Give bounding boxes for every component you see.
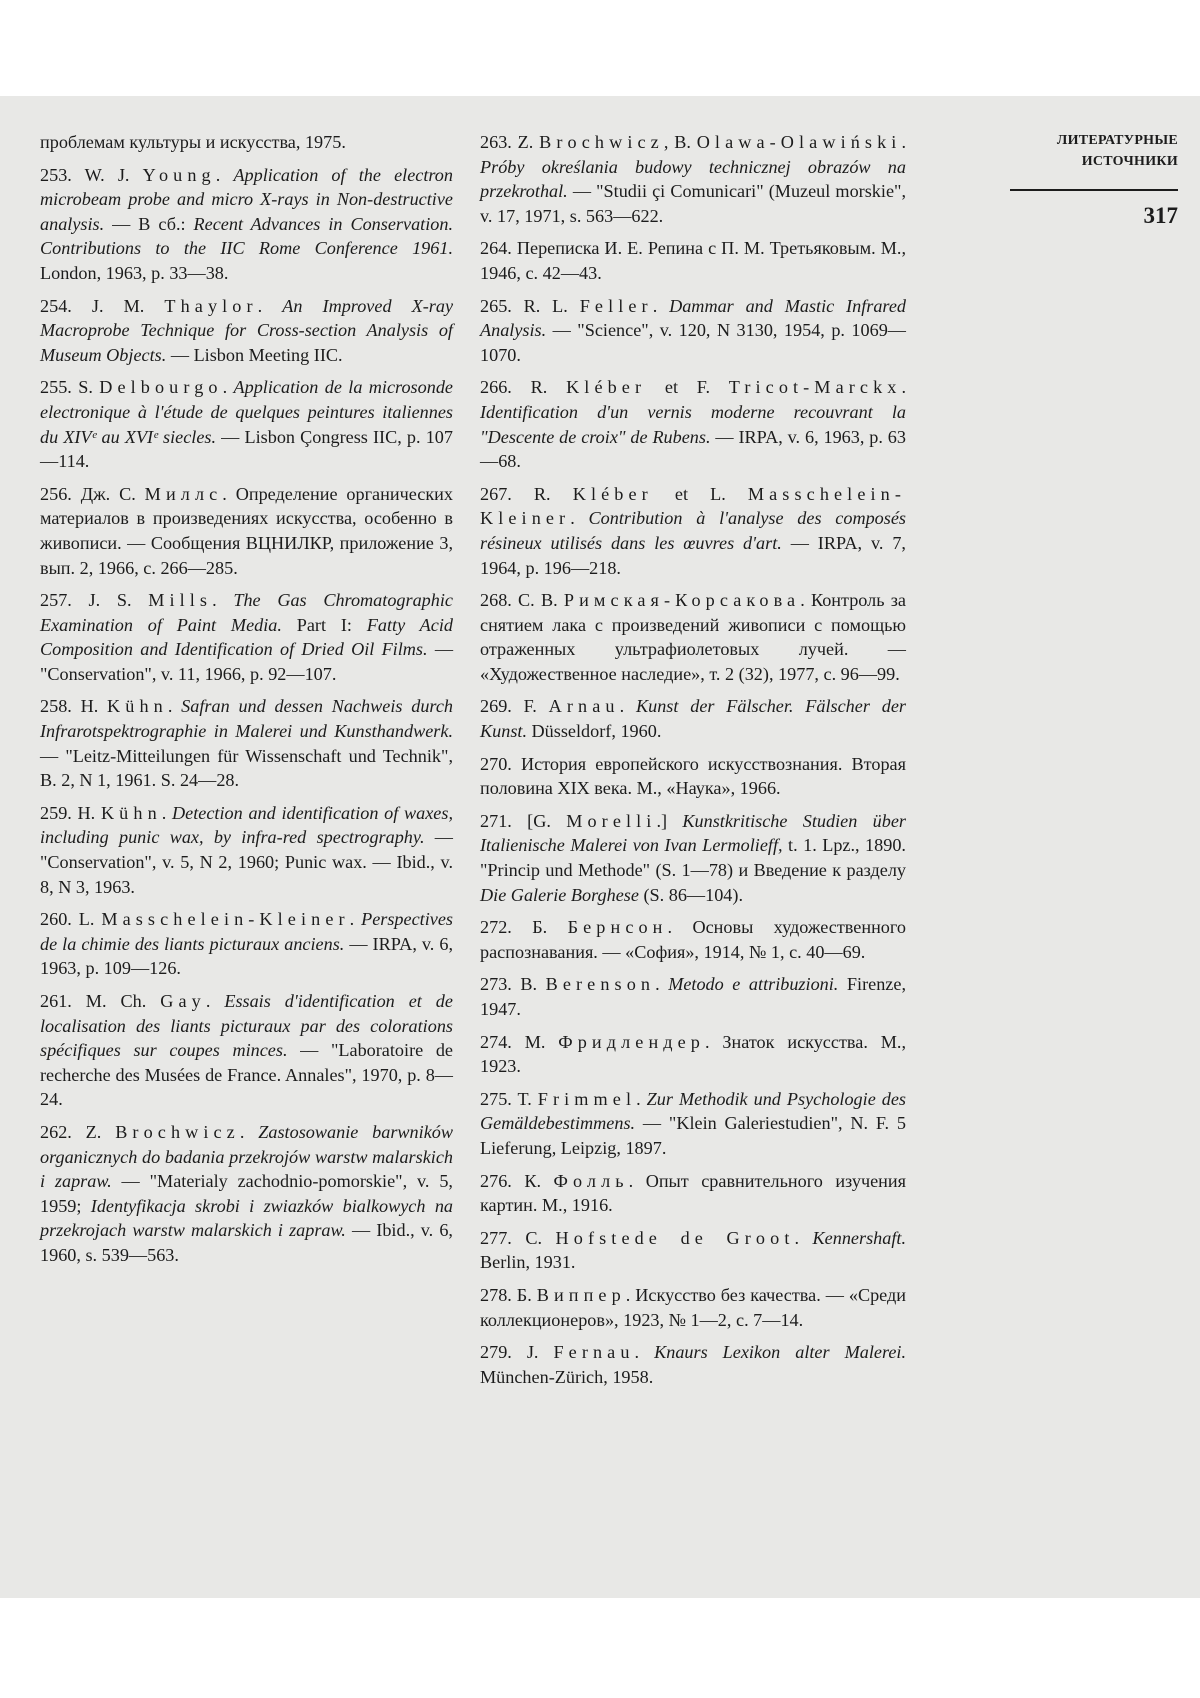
entry-author: Brochwicz xyxy=(115,1121,240,1142)
entry-author: Frimmel xyxy=(537,1088,637,1109)
entry-text: — "Science", v. 120, N 3130, 1954, p. 1069—1070. xyxy=(480,320,906,365)
entry-author: Masschelein-Kleiner xyxy=(101,909,350,930)
section-title xyxy=(1010,130,1178,172)
left-column xyxy=(40,130,453,1276)
entry-text: 263. Z. xyxy=(480,132,540,152)
entry-author: Виппер xyxy=(536,1284,626,1305)
entry-text: 265. R. L. xyxy=(480,295,580,316)
entry-text: 253. W. J. xyxy=(40,164,143,185)
entry-text: 269. F. xyxy=(480,696,549,717)
entry-author: Young xyxy=(142,164,216,185)
entry-text: — "Studii çi Comunicari" (Muzeul morskie", v. 17, 1971, s. 563—622. xyxy=(480,181,906,226)
entry-text: 270. История европейского искусствознания. Вторая половина XIX века. М., «Наука», 1966. xyxy=(480,753,906,799)
entry-text: Part I: xyxy=(281,614,367,635)
bibliography-entry xyxy=(40,907,453,981)
entry-text: . xyxy=(205,991,225,1011)
entry-author: Morelli xyxy=(566,810,657,831)
entry-text: 273. B. xyxy=(480,974,546,995)
entry-text: проблемам культуры и искусства, 1975. xyxy=(40,132,346,152)
entry-text: — "Conservation", v. 5, N 2, 1960; Punic wax. — Ibid., v. 8, N 3, 1963. xyxy=(40,827,453,897)
entry-text: . xyxy=(257,295,283,316)
entry-author: Kühn xyxy=(100,802,162,823)
entry-text: — Ibid., v. 6, 1960, s. 539—563. xyxy=(40,1220,453,1265)
entry-author: Hofstede de Groot xyxy=(555,1227,795,1248)
entry-text: . Искусство без качества. — «Среди коллекционеров», 1923, № 1—2, с. 7—14. xyxy=(480,1284,906,1330)
bibliography-entry xyxy=(480,972,906,1021)
entry-text: — "Materialy zachodnio-pomorskie", v. 5, 1959; xyxy=(40,1171,453,1216)
entry-text: Firenze, 1947. xyxy=(480,974,906,1019)
entry-text: 259. H. xyxy=(40,802,101,823)
entry-title: Kunst der Fälscher. Fälscher der Kunst. xyxy=(480,696,906,742)
entry-text: — IRPA, v. 6, 1963, p. 109—126. xyxy=(40,933,453,979)
entry-author: Миллс xyxy=(144,483,223,504)
header-rule xyxy=(1010,189,1178,191)
entry-author: Berenson xyxy=(545,974,656,995)
entry-text: London, 1963, p. 33—38. xyxy=(40,262,229,283)
entry-text: — IRPA, v. 7, 1964, p. 196—218. xyxy=(480,532,906,578)
bibliography-entry xyxy=(40,588,453,686)
page-header xyxy=(1010,130,1178,229)
section-title-line: ИСТОЧНИКИ xyxy=(1081,154,1178,169)
entry-text: , B. xyxy=(663,132,697,152)
entry-title: Identification d'un vernis moderne recouvrant la "Descente de croix" de Rubens. xyxy=(480,401,906,447)
entry-text: 267. R. xyxy=(480,483,573,504)
entry-author: Feller xyxy=(579,295,653,316)
entry-title: Perspectives de la chimie des liants picturaux anciens. xyxy=(40,909,453,954)
bibliography-entry xyxy=(480,294,906,368)
entry-author: Arnau xyxy=(548,696,620,717)
entry-text: 262. Z. xyxy=(40,1121,116,1142)
bibliography-entry xyxy=(40,130,453,155)
entry-author: Gay xyxy=(160,991,206,1011)
entry-title: Application of the electron microbeam probe and micro X-rays in Non-destructive analysis. xyxy=(40,164,453,234)
entry-text: — В сб.: xyxy=(104,213,194,234)
bibliography-entry xyxy=(40,482,453,580)
entry-text: — IRPA, v. 6, 1963, p. 63—68. xyxy=(480,426,906,472)
entry-text: et F. xyxy=(646,377,729,398)
entry-title: Safran und dessen Nachweis durch Infrarotspektrographie in Malerei und Kunsthandwerk. xyxy=(40,696,453,742)
entry-author: Kléber xyxy=(566,377,647,398)
entry-text: . xyxy=(794,1227,813,1248)
book-page xyxy=(0,96,1200,1598)
entry-title: Die Galerie Borghese xyxy=(480,884,639,905)
entry-text: . xyxy=(167,696,182,717)
entry-text: . xyxy=(212,590,234,611)
bibliography-entry xyxy=(480,752,906,801)
entry-text: — "Conservation", v. 11, 1966, p. 92—107. xyxy=(40,639,454,684)
bibliography-entry xyxy=(480,1226,906,1275)
entry-author: Masschelein-Kleiner xyxy=(480,483,906,529)
entry-text: 272. Б. xyxy=(480,917,568,938)
bibliography-entry xyxy=(40,1120,453,1268)
bibliography-entry xyxy=(480,1340,906,1389)
middle-column xyxy=(480,130,906,1397)
entry-text: . xyxy=(634,1342,655,1363)
entry-text: 255. S. xyxy=(40,377,100,398)
entry-text: . Опыт сравнительного изучения картин. М., 1916. xyxy=(480,1170,907,1216)
entry-text: . xyxy=(636,1088,647,1109)
entry-text: — Lisbon Çongress IIC, p. 107—114. xyxy=(40,426,453,472)
entry-text: 271. [G. xyxy=(480,810,567,831)
entry-author: Brochwicz xyxy=(539,132,664,152)
bibliography-entry xyxy=(480,694,906,743)
entry-text: München-Zürich, 1958. xyxy=(480,1366,654,1387)
bibliography-entry xyxy=(480,482,906,580)
entry-title: Kunstkritische Studien über Italienische Malerei von Ivan Lermolieff, xyxy=(480,810,907,856)
entry-text: . xyxy=(901,132,906,152)
entry-text: — Lisbon Meeting IIC. xyxy=(166,344,343,365)
entry-text: . xyxy=(215,164,234,185)
entry-text: . xyxy=(652,295,670,316)
entry-text: . xyxy=(349,909,362,930)
entry-text: . Знаток искусства. М., 1923. xyxy=(480,1031,906,1077)
entry-text: Berlin, 1931. xyxy=(480,1252,576,1273)
entry-text: .] xyxy=(656,810,683,831)
entry-text: . xyxy=(239,1121,259,1142)
entry-title: An Improved X-ray Macroprobe Technique for Cross-section Analysis of Museum Objects. xyxy=(40,295,454,365)
bibliography-entry xyxy=(40,294,453,368)
entry-text: 275. T. xyxy=(480,1088,538,1109)
entry-author: Olawa-Olawiński xyxy=(696,132,902,152)
entry-author: Бернсон xyxy=(567,917,668,938)
entry-text: 257. J. S. xyxy=(40,590,149,611)
entry-title: Recent Advances in Conservation. Contributions to the IIC Rome Conference 1961. xyxy=(40,213,453,259)
bibliography-entry xyxy=(480,1283,906,1332)
section-title-line: ЛИТЕРАТУРНЫЕ xyxy=(1056,133,1178,148)
entry-text: 274. М. xyxy=(480,1031,559,1052)
entry-text: (S. 86—104). xyxy=(638,884,744,905)
entry-author: Delbourgo xyxy=(99,377,223,398)
bibliography-entry xyxy=(40,989,453,1112)
bibliography-entry xyxy=(480,1169,906,1218)
entry-text: . xyxy=(222,377,234,398)
bibliography-entry xyxy=(480,236,906,285)
entry-text: . Основы художественного распознавания. — «София», 1914, № 1, с. 40—69. xyxy=(480,917,906,962)
entry-text: 279. J. xyxy=(480,1342,554,1363)
bibliography-entry xyxy=(40,694,453,792)
bibliography-entry xyxy=(40,163,453,286)
entry-title: Metodo e attribuzioni. xyxy=(668,974,839,995)
entry-title: Knaurs Lexikon alter Malerei. xyxy=(654,1342,907,1363)
entry-text: 266. R. xyxy=(480,377,567,398)
bibliography-entry xyxy=(40,801,453,899)
entry-title: Contribution à l'analyse des composés résineux utilisés dans les œuvres d'art. xyxy=(480,508,907,553)
entry-title: Próby określania budowy technicznej obrazów na przekrothal. xyxy=(480,156,906,202)
entry-text: . xyxy=(161,802,173,823)
entry-text: . xyxy=(570,508,589,529)
entry-text: . xyxy=(619,696,636,717)
entry-title: Dammar and Mastic Infrared Analysis. xyxy=(480,295,906,341)
entry-text: 276. К. xyxy=(480,1170,554,1191)
entry-title: Detection and identification of waxes, including punic wax, by infra-red spectrography. xyxy=(40,802,454,848)
entry-text: 261. M. Ch. xyxy=(40,991,161,1011)
entry-text: Düsseldorf, 1960. xyxy=(527,721,662,742)
entry-title: The Gas Chromatographic Examination of Paint Media. xyxy=(40,590,453,635)
bibliography-entry xyxy=(40,375,453,473)
entry-text: 260. L. xyxy=(40,909,102,930)
entry-text: t. 1. Lpz., 1890. "Princip und Methode" (S. 1—78) и Введение к разделу xyxy=(480,835,906,881)
entry-text: . Определение органических материалов в произведениях искусства, особенно в живописи. — Сообщения ВЦНИЛКР, приложение 3, вып. 2, 1966, с. 266—285. xyxy=(40,483,453,578)
bibliography-entry xyxy=(480,130,906,228)
entry-text: — "Laboratoire de recherche des Musées de France. Annales", 1970, p. 8—24. xyxy=(40,1040,454,1110)
entry-text: 254. J. M. xyxy=(40,295,165,316)
entry-text: 264. Переписка И. Е. Репина с П. М. Третьяковым. М., 1946, с. 42—43. xyxy=(480,238,906,283)
entry-text: — "Klein Galeriestudien", N. F. 5 Lieferung, Leipzig, 1897. xyxy=(480,1113,906,1158)
bibliography-entry xyxy=(480,1030,906,1079)
page-number: 317 xyxy=(1143,203,1178,228)
entry-title: Application de la microsonde electronique à l'étude de quelques peintures italiennes du XIVᵉ au XVIᵉ siecles. xyxy=(40,377,453,447)
bibliography-entry xyxy=(480,588,906,686)
bibliography-entry xyxy=(480,915,906,964)
entry-author: Fernau xyxy=(553,1342,635,1363)
entry-title: Fatty Acid Composition and Identification of Dried Oil Films. xyxy=(40,614,453,660)
entry-author: Kühn xyxy=(107,696,168,717)
entry-title: Essais d'identification et de localisation des liants picturaux par des colorations spécifiques sur coupes minces. xyxy=(40,991,453,1061)
bibliography-entry xyxy=(480,809,906,907)
entry-text: 268. С. В. xyxy=(480,590,564,611)
entry-text: . Контроль за снятием лака с произведений живописи с помощью отраженных ультрафиолетовых лучей. — «Художественное наследие», т. 2 (32), 1977, с. 96—99. xyxy=(480,590,907,684)
entry-title: Zastosowanie barwników organicznych do badania przekrojów warstw malarskich i zapraw. xyxy=(40,1121,454,1192)
bibliography-entry xyxy=(480,375,906,473)
entry-author: Римская-Корсакова xyxy=(563,590,801,611)
entry-text: et L. xyxy=(652,483,748,504)
entry-text: . xyxy=(655,974,669,995)
entry-text: — "Leitz-Mitteilungen für Wissenschaft und Technik", B. 2, N 1, 1961. S. 24—28. xyxy=(40,745,453,791)
entry-author: Фолль xyxy=(553,1170,629,1191)
entry-author: Tricot-Marckx xyxy=(728,377,902,398)
entry-text: 258. H. xyxy=(40,696,108,717)
entry-title: Kennershaft. xyxy=(812,1227,906,1248)
entry-text: 256. Дж. С. xyxy=(40,483,145,504)
entry-author: Thaylor xyxy=(164,295,258,316)
entry-text: . xyxy=(901,377,906,398)
entry-author: Kléber xyxy=(572,483,653,504)
entry-author: Mills xyxy=(148,590,213,611)
entry-text: 277. C. xyxy=(480,1227,556,1248)
entry-title: Zur Methodik und Psychologie des Gemäldebestimmens. xyxy=(480,1088,907,1134)
entry-author: Фридлендер xyxy=(558,1031,705,1052)
bibliography-entry xyxy=(480,1087,906,1161)
entry-title: Identyfikacja skrobi i zwiazków bialkowych na przekrojach warstw malarskich i zapraw. xyxy=(40,1195,454,1241)
entry-text: 278. Б. xyxy=(480,1284,537,1305)
